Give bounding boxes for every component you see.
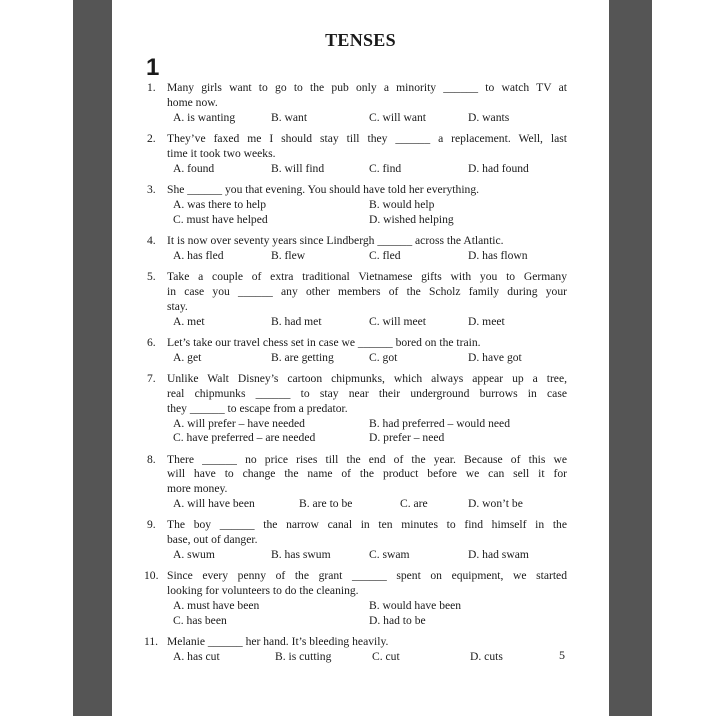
answer-option: B. will find bbox=[271, 161, 325, 175]
answer-option: B. are getting bbox=[271, 350, 334, 364]
question-text-line: Since every penny of the grant ______ spent on equipment, we started bbox=[167, 569, 567, 583]
answer-option: D. had to be bbox=[369, 613, 426, 627]
answer-option: D. cuts bbox=[470, 650, 503, 664]
question-text-line: more money. bbox=[167, 482, 228, 496]
question-item bbox=[147, 518, 567, 562]
answer-option: C. will meet bbox=[369, 314, 426, 328]
answer-option: A. was there to help bbox=[173, 197, 267, 211]
answer-option: C. are bbox=[400, 497, 428, 511]
question-text-line: they ______ to escape from a predator. bbox=[167, 401, 348, 415]
question-text-line: There ______ no price rises till the end of the year. Because of this we bbox=[167, 452, 567, 466]
question-item bbox=[147, 81, 567, 125]
answer-option: D. won’t be bbox=[468, 497, 523, 511]
question-text-line: Let’s take our travel chess set in case we ______ bored on the train. bbox=[167, 335, 481, 349]
answer-option: A. has cut bbox=[173, 650, 220, 664]
answer-option: B. had met bbox=[271, 314, 322, 328]
question-item bbox=[147, 234, 567, 264]
answer-option: A. will have been bbox=[173, 497, 255, 511]
answer-option: A. get bbox=[173, 350, 202, 364]
question-text-line: Melanie ______ her hand. It’s bleeding heavily. bbox=[167, 635, 389, 649]
answer-option: A. is wanting bbox=[173, 110, 236, 124]
question-text-line: It is now over seventy years since Lindbergh ______ across the Atlantic. bbox=[167, 233, 504, 247]
answer-option: C. must have helped bbox=[173, 212, 268, 226]
question-text-line: in case you ______ any other members of the Scholz family during your bbox=[167, 284, 567, 298]
answer-options bbox=[167, 650, 567, 665]
question-item bbox=[147, 132, 567, 176]
answer-options bbox=[167, 162, 567, 177]
answer-options bbox=[167, 315, 567, 330]
question-number: 9. bbox=[147, 518, 156, 532]
question-number: 2. bbox=[147, 131, 156, 145]
question-item bbox=[144, 569, 567, 628]
question-text-line: stay. bbox=[167, 299, 188, 313]
question-number: 8. bbox=[147, 452, 156, 466]
question-item bbox=[147, 183, 567, 227]
answer-option: A. swum bbox=[173, 548, 215, 562]
question-text-line: base, out of danger. bbox=[167, 533, 258, 547]
question-item bbox=[147, 270, 567, 329]
question-text-line: will have to change the name of the product before we can sell it for bbox=[167, 467, 567, 481]
question-item bbox=[147, 372, 567, 446]
answer-option: A. found bbox=[173, 161, 215, 175]
question-number: 11. bbox=[144, 635, 159, 649]
question-text-line: She ______ you that evening. You should have told her everything. bbox=[167, 182, 480, 196]
answer-option: B. would help bbox=[369, 197, 435, 211]
question-text-line: Unlike Walt Disney’s cartoon chipmunks, which always appear up a tree, bbox=[167, 372, 567, 386]
answer-option: C. cut bbox=[372, 650, 400, 664]
right-gray-margin bbox=[609, 0, 652, 716]
answer-option: C. will want bbox=[369, 110, 427, 124]
answer-option: B. is cutting bbox=[275, 650, 332, 664]
question-item bbox=[144, 635, 567, 665]
page-number: 5 bbox=[559, 648, 565, 662]
answer-options bbox=[167, 111, 567, 126]
answer-option: D. had found bbox=[468, 161, 529, 175]
answer-option: C. got bbox=[369, 350, 398, 364]
answer-option: D. prefer – need bbox=[369, 431, 445, 445]
answer-options bbox=[167, 198, 567, 228]
document-page bbox=[112, 0, 609, 716]
question-text-line: The boy ______ the narrow canal in ten minutes to find himself in the bbox=[167, 518, 567, 532]
question-text-line: real chipmunks ______ to stay near their underground burrows in case bbox=[167, 386, 567, 400]
question-number: 3. bbox=[147, 182, 156, 196]
question-item bbox=[147, 453, 567, 512]
answer-option: D. wished helping bbox=[369, 212, 454, 226]
question-number: 6. bbox=[147, 335, 156, 349]
question-text-line: looking for volunteers to do the cleaning. bbox=[167, 584, 359, 598]
question-number: 1. bbox=[147, 81, 156, 94]
question-text-line: Take a couple of extra traditional Vietnamese gifts with you to Germany bbox=[167, 270, 567, 284]
answer-option: D. have got bbox=[468, 350, 522, 364]
question-number: 5. bbox=[147, 270, 156, 284]
answer-options bbox=[167, 417, 567, 447]
page-title: TENSES bbox=[325, 30, 396, 50]
answer-option: A. must have been bbox=[173, 599, 260, 613]
answer-option: D. had swam bbox=[468, 548, 529, 562]
answer-options bbox=[167, 548, 567, 563]
unit-number: 1 bbox=[146, 54, 160, 81]
answer-option: A. met bbox=[173, 314, 205, 328]
answer-option: B. has swum bbox=[271, 548, 331, 562]
answer-option: D. has flown bbox=[468, 248, 528, 262]
question-item bbox=[147, 336, 567, 366]
answer-options bbox=[167, 497, 567, 512]
question-text-line: Many girls want to go to the pub only a minority ______ to watch TV at bbox=[167, 81, 567, 94]
answer-options bbox=[167, 351, 567, 366]
answer-option: C. have preferred – are needed bbox=[173, 431, 316, 445]
question-number: 10. bbox=[144, 569, 159, 583]
answer-options bbox=[167, 599, 567, 629]
answer-option: C. find bbox=[369, 161, 402, 175]
question-number: 4. bbox=[147, 233, 156, 247]
answer-option: C. fled bbox=[369, 248, 401, 262]
question-text-line: home now. bbox=[167, 95, 218, 109]
left-gray-margin bbox=[73, 0, 112, 716]
answer-option: B. would have been bbox=[369, 599, 462, 613]
question-number: 7. bbox=[147, 372, 156, 386]
answer-options bbox=[167, 249, 567, 264]
answer-option: B. want bbox=[271, 110, 308, 124]
question-list bbox=[144, 81, 567, 671]
answer-option: B. are to be bbox=[299, 497, 353, 511]
answer-option: A. will prefer – have needed bbox=[173, 416, 305, 430]
question-text-line: time it took two weeks. bbox=[167, 146, 276, 160]
answer-option: C. has been bbox=[173, 613, 227, 627]
question-text-line: They’ve faxed me I should stay till they ______ a replacement. Well, last bbox=[167, 131, 567, 145]
answer-option: D. wants bbox=[468, 110, 510, 124]
answer-option: C. swam bbox=[369, 548, 410, 562]
answer-option: D. meet bbox=[468, 314, 505, 328]
answer-option: A. has fled bbox=[173, 248, 224, 262]
answer-option: B. flew bbox=[271, 248, 306, 262]
answer-option: B. had preferred – would need bbox=[369, 416, 511, 430]
